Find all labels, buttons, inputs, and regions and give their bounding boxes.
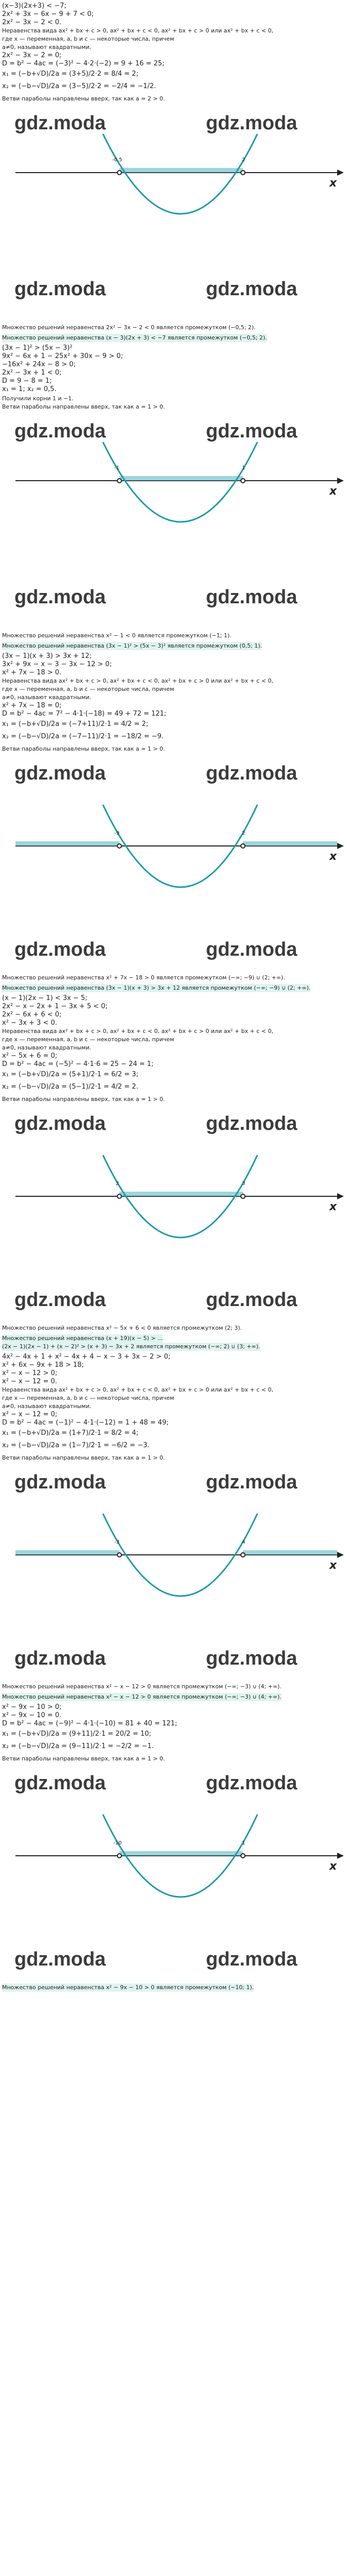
axis-label-x: x [329, 1200, 337, 1213]
text-line: x₁ = 1; x₂ = 0,5. [2, 385, 57, 393]
text-line: (3x − 1)² > (5x − 3)² [2, 344, 73, 352]
watermark: gdz.moda [206, 420, 297, 442]
watermark: gdz.moda [206, 586, 297, 608]
text-line: Неравенства вида ax² + bx + c > 0, ax² + bx + c < 0, ax² + bx + c > 0 или ax² + bx + c < 0, [2, 677, 273, 684]
text-line: D = b² − 4ac = (−5)² − 4·1·6 = 25 − 24 = 1; [2, 1060, 154, 1068]
text-line: 9x² − 6x + 1 − 25x² + 30x − 9 > 0; [2, 352, 123, 360]
text-line: Множество решений неравенства (3x − 1)(x + 3) > 3x + 12 является промежутком (−∞; −9) ∪ (2; +∞). [2, 985, 311, 991]
parabola-plot-3 [0, 753, 350, 970]
text-line: x₂ = (−b−√D)/2a = (3−5)/2·2 = −2/4 = −1/2. [2, 82, 156, 90]
text-line: 2x² − 3x + 1 < 0; [2, 369, 62, 377]
text-line: x² − x − 12 = 0; [2, 1411, 58, 1418]
text-line: а≠0, называют квадратными. [2, 1403, 92, 1410]
watermark: gdz.moda [14, 939, 106, 960]
text-line: 2x² + 3x − 6x − 9 + 7 < 0; [2, 10, 94, 18]
watermark: gdz.moda [14, 420, 106, 442]
text-line: Множество решений неравенства (x + 19)(x − 5) > ... [2, 1335, 163, 1342]
text-line: x₁ = (−b+√D)/2a = (5+1)/2·1 = 6/2 = 3; [2, 1071, 138, 1078]
watermark: gdz.moda [206, 1113, 297, 1134]
text-line: (x−3)(2x+3) < −7; [2, 2, 66, 10]
text-line: а≠0, называют квадратными. [2, 44, 92, 50]
text-line: Ветви параболы направлены вверх, так как a = 2 > 0. [2, 95, 165, 102]
watermark: gdz.moda [14, 762, 106, 784]
text-line: x₁ = (−b+√D)/2a = (−7+11)/2·1 = 4/2 = 2; [2, 720, 148, 728]
tick-label: 2 [242, 831, 246, 836]
watermark: gdz.moda [206, 1648, 297, 1669]
text-line: 4x² − 4x + 1 + x² − 4x + 4 − x − 3 + 3x − 2 > 0; [2, 1353, 170, 1361]
watermark: gdz.moda [206, 762, 297, 784]
text-line: x₁ = (−b+√D)/2a = (1+7)/2·1 = 8/2 = 4; [2, 1429, 138, 1437]
watermark: gdz.moda [14, 1648, 106, 1669]
parabola-graph [0, 1462, 350, 1679]
text-line: Ветви параболы направлены вверх, так как a = 1 > 0. [2, 1454, 165, 1461]
tick-label: 1 [242, 1840, 246, 1846]
answer-line: Множество решений неравенства x² − 5x + 6 < 0 является промежутком (2; 3). [2, 1325, 242, 1331]
text-line: а≠0, называют квадратными. [2, 694, 92, 701]
tick-label: 2 [116, 1181, 119, 1187]
text-line: x² − 9x − 10 = 0. [2, 1711, 62, 1719]
text-line: Множество решений неравенства (3x − 1)² > (5x − 3)² является промежутком (0,5; 1). [2, 642, 262, 649]
watermark: gdz.moda [14, 1471, 106, 1493]
answer-line: Множество решений неравенства 2x² − 3x − 2 < 0 является промежутком (−0,5; 2). [2, 324, 256, 331]
answer-line: Множество решений неравенства x² + 7x − 18 > 0 является промежутком (−∞; −9) ∪ (2; +∞). [2, 974, 285, 981]
answer-line: Множество решений неравенства x² − 1 < 0 является промежутком (−1; 1). [2, 632, 232, 639]
text-line: x² − 3x + 3 < 0. [2, 1019, 58, 1027]
parabola-plot-4 [0, 1104, 350, 1320]
text-line: Неравенства вида ax² + bx + c > 0, ax² + bx + c < 0, ax² + bx + c > 0 или ax² + bx + c < 0, [2, 1028, 273, 1035]
text-line: Неравенства вида ax² + bx + c > 0, ax² + bx + c < 0, ax² + bx + c > 0 или ax² + bx + c < 0, [2, 1386, 273, 1393]
text-line: D = b² − 4ac = (−3)² − 4·2·(−2) = 9 + 16 = 25; [2, 60, 165, 67]
text-line: x² − 5x + 6 = 0; [2, 1052, 58, 1060]
tick-label: 4 [242, 1539, 246, 1545]
text-line: 2x² − 3x − 2 < 0. [2, 19, 62, 26]
text-line: x₂ = (−b−√D)/2a = (5−1)/2·1 = 4/2 = 2. [2, 1083, 138, 1091]
watermark: gdz.moda [14, 1772, 106, 1794]
parabola-graph [0, 1763, 350, 1979]
text-line: где x — переменная, а, b и c — некоторые числа, причем [2, 1036, 174, 1043]
watermark: gdz.moda [14, 112, 106, 134]
parabola-plot-2 [0, 411, 350, 628]
text-line: 2x² − x − 2x + 1 − 3x + 5 < 0; [2, 1003, 108, 1010]
axis-label-x: x [329, 850, 337, 863]
text-line: где x — переменная, а, b и c — некоторые числа, причем [2, 686, 174, 692]
text-line: x² + 7x − 18 > 0. [2, 669, 62, 676]
text-line: а≠0, называют квадратными. [2, 1044, 92, 1051]
axis-label-x: x [329, 1559, 337, 1572]
text-line: Ветви параболы направлены вверх, так как a = 1 > 0. [2, 403, 165, 410]
text-line: x₁ = (−b+√D)/2a = (9+11)/2·1 = 20/2 = 10; [2, 1730, 151, 1738]
watermark: gdz.moda [206, 939, 297, 960]
watermark: gdz.moda [206, 112, 297, 134]
text-line: Ветви параболы направлены вверх, так как a = 1 > 0. [2, 1096, 165, 1103]
parabola-plot-6 [0, 1763, 350, 1979]
parabola-plot-1 [0, 103, 350, 319]
text-line: x² + 6x − 9x + 18 > 18; [2, 1361, 84, 1369]
text-line: x₂ = (−b−√D)/2a = (1−7)/2·1 = −6/2 = −3. [2, 1442, 150, 1449]
watermark: gdz.moda [14, 1113, 106, 1134]
text-line: x² − x − 12 > 0; [2, 1369, 58, 1377]
text-line: D = b² − 4ac = (−9)² − 4·1·(−10) = 81 + 40 = 121; [2, 1720, 178, 1727]
tick-label: 1 [242, 465, 246, 471]
text-line: где x — переменная, а, b и c — некоторые числа, причем [2, 1395, 174, 1401]
text-line: D = b² − 4ac = 7² − 4·1·(−18) = 49 + 72 = 121; [2, 710, 167, 718]
text-line: x₂ = (−b−√D)/2a = (9−11)/2·1 = −2/2 = −1. [2, 1742, 154, 1750]
parabola-plot-5 [0, 1462, 350, 1679]
text-line: (3x − 1)(x + 3) > 3x + 12; [2, 652, 92, 660]
watermark: gdz.moda [206, 1289, 297, 1311]
text-line: Множество решений неравенства (x − 3)(2x + 3) < −7 является промежутком (−0,5; 2). [2, 334, 267, 341]
watermark: gdz.moda [206, 1948, 297, 1970]
axis-label-x: x [329, 485, 337, 498]
watermark: gdz.moda [206, 1772, 297, 1794]
watermark: gdz.moda [14, 1948, 106, 1970]
watermark: gdz.moda [206, 1471, 297, 1493]
text-line: 2x² − 3x − 2 = 0; [2, 52, 62, 59]
watermark: gdz.moda [206, 278, 297, 300]
watermark: gdz.moda [14, 1289, 106, 1311]
text-line: Ветви параболы направлены вверх, так как a = 1 > 0. [2, 745, 165, 752]
text-line: D = 9 − 8 = 1; [2, 377, 52, 385]
text-line: x² − x − 12 = 0. [2, 1378, 58, 1385]
text-line: (2x − 1)(2x − 1) + (x − 2)² > (x + 3) − 3x + 2 является промежутком (−∞; 2) ∪ (3; +∞). [2, 1343, 260, 1350]
answer-line: Множество решений неравенства x² − x − 12 > 0 является промежутком (−∞; −3) ∪ (4; +∞). [2, 1683, 282, 1690]
tick-label: 3 [242, 1181, 246, 1187]
parabola-graph [0, 753, 350, 970]
text-line: x² − 9x − 10 > 0; [2, 1703, 62, 1711]
text-line: x₂ = (−b−√D)/2a = (−7−11)/2·1 = −18/2 = −9. [2, 733, 164, 740]
parabola-graph [0, 1104, 350, 1320]
text-line: Ветви параболы направлены вверх, так как a = 1 > 0. [2, 1755, 165, 1762]
text-line: где x — переменная, а, b и c — некоторые числа, причем [2, 36, 174, 42]
text-line: −16x² + 24x − 8 > 0; [2, 361, 76, 368]
tick-label: -9 [114, 831, 119, 836]
text-line: (x − 1)(2x − 1) < 3x − 5; [2, 994, 87, 1002]
axis-label-x: x [329, 177, 337, 190]
text-line: 3x² + 9x − x − 3 − 3x − 12 > 0; [2, 660, 112, 668]
tick-label: 2 [242, 157, 246, 163]
text-line: Множество решений неравенства x² − x − 12 > 0 является промежутком (−∞; −3) ∪ (4; +∞). [2, 1693, 282, 1700]
answer-line: Множество решений неравенства x² − 9x − 10 > 0 является промежутком (−10; 1). [2, 1984, 254, 1991]
text-line: Неравенства вида ax² + bx + c > 0, ax² + bx + c < 0, ax² + bx + c > 0 или ax² + bx + c < 0, [2, 27, 273, 34]
tick-label: -10 [113, 1840, 122, 1846]
axis-label-x: x [329, 1860, 337, 1873]
text-line: x₁ = (−b+√D)/2a = (3+5)/2·2 = 8/4 = 2; [2, 70, 138, 78]
text-line: D = b² − 4ac = (−1)² − 4·1·(−12) = 1 + 48 = 49; [2, 1419, 169, 1427]
text-line: 2x² − 6x + 6 < 0; [2, 1011, 62, 1019]
tick-label: -0,5 [112, 157, 122, 163]
tick-label: -1 [114, 465, 119, 471]
text-line: x² + 7x − 18 = 0; [2, 702, 62, 709]
watermark: gdz.moda [14, 278, 106, 300]
tick-label: -3 [114, 1539, 119, 1545]
watermark: gdz.moda [14, 586, 106, 608]
text-line: Получили корни 1 и −1. [2, 395, 74, 402]
